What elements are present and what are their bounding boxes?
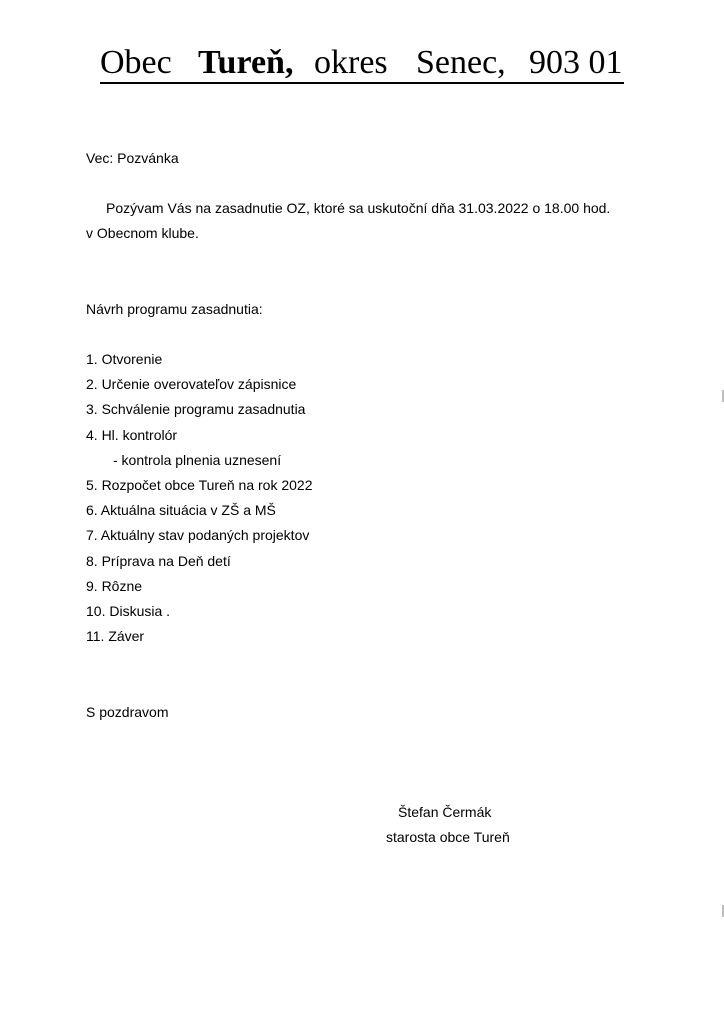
signature-title: starosta obce Tureň	[386, 829, 510, 845]
title-word-okres: okres	[314, 44, 388, 81]
agenda-item: 9. Rôzne	[86, 577, 143, 594]
closing-greeting: S pozdravom	[86, 704, 169, 720]
agenda-item: 3. Schválenie programu zasadnutia	[86, 401, 306, 418]
title-postal-code: 903 01	[529, 44, 623, 81]
signature-name: Štefan Čermák	[398, 804, 492, 820]
agenda-item: 4. Hl. kontrolór	[86, 426, 178, 443]
invitation-text-line-2: v Obecnom klube.	[86, 225, 199, 241]
letter-subject: Vec: Pozvánka	[86, 150, 179, 166]
agenda-heading: Návrh programu zasadnutia:	[86, 301, 263, 317]
invitation-text-line-1: Pozývam Vás na zasadnutie OZ, ktoré sa uskutoční dňa 31.03.2022 o 18.00 hod.	[106, 200, 611, 216]
agenda-subitem: - kontrola plnenia uznesení	[113, 451, 282, 468]
title-word-obec: Obec	[100, 44, 172, 81]
agenda-item: 10. Diskusia .	[86, 602, 171, 619]
page-title	[100, 44, 624, 84]
agenda-item: 2. Určenie overovateľov zápisnice	[86, 376, 297, 393]
agenda-item: 11. Záver	[86, 628, 145, 645]
agenda-list	[86, 350, 312, 652]
agenda-item: 7. Aktuálny stav podaných projektov	[86, 527, 310, 544]
agenda-item: 5. Rozpočet obce Tureň na rok 2022	[86, 476, 313, 493]
agenda-item: 1. Otvorenie	[86, 351, 163, 367]
title-village-name: Tureň,	[198, 44, 294, 81]
agenda-item: 8. Príprava na Deň detí	[86, 552, 231, 569]
agenda-item: 6. Aktuálna situácia v ZŠ a MŠ	[86, 502, 276, 519]
title-district-name: Senec,	[416, 44, 506, 81]
